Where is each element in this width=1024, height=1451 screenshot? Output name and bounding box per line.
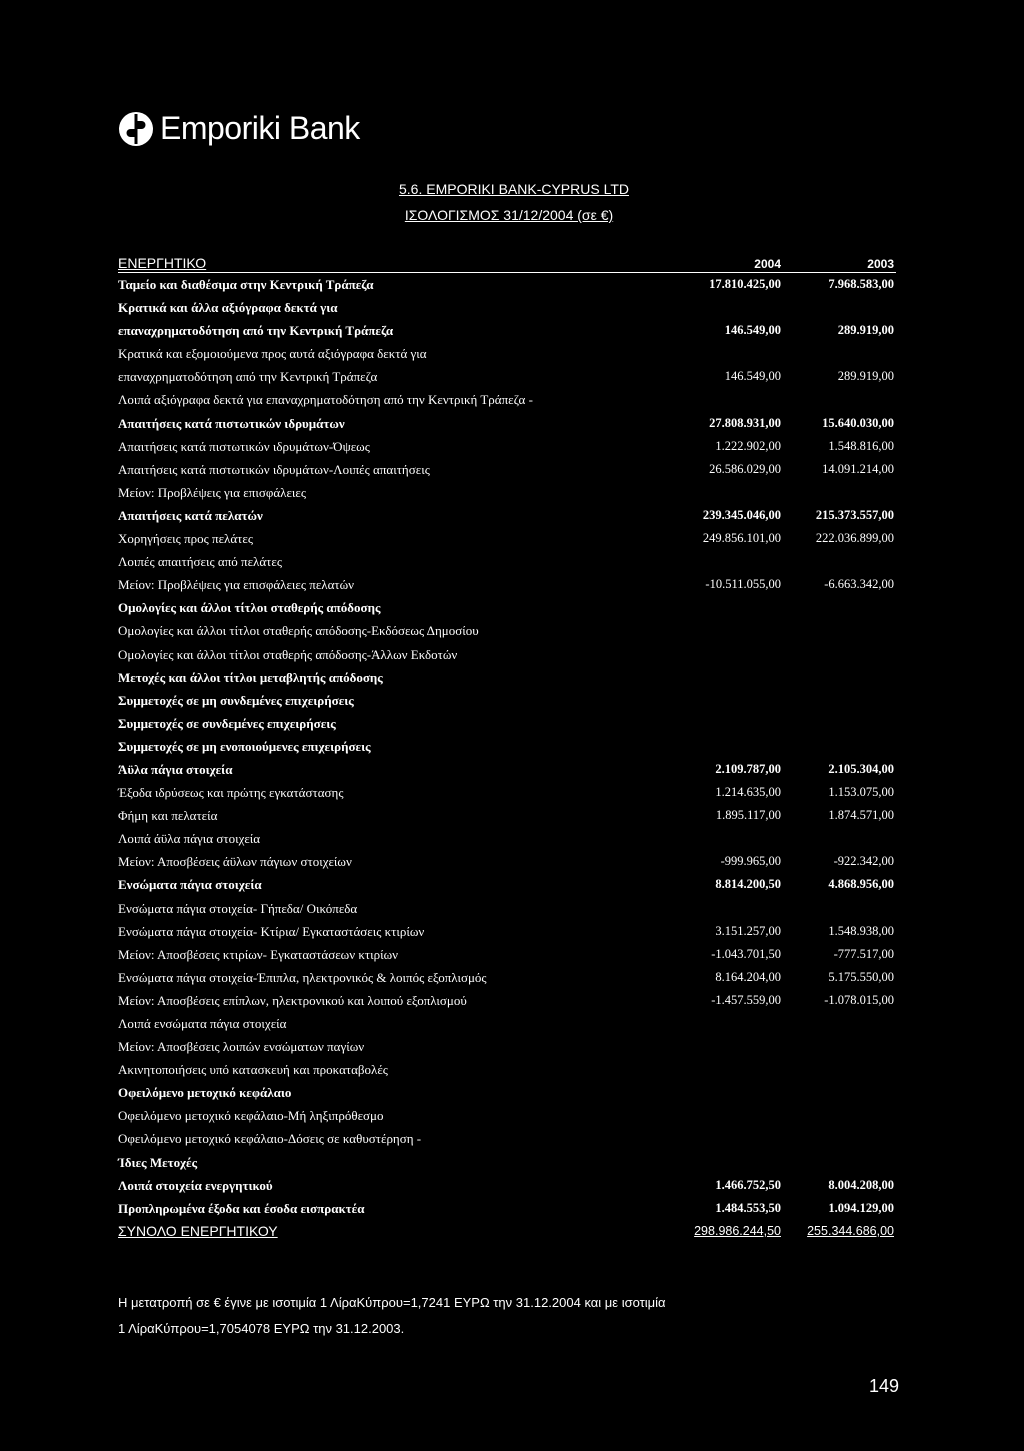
row-value-2003: 1.548.816,00 — [828, 438, 894, 453]
row-label: Μείον: Αποσβέσεις επίπλων, ηλεκτρονικού και λοιπού εξοπλισμού — [118, 992, 467, 1008]
table-row — [118, 1058, 896, 1081]
table-row — [118, 943, 896, 966]
page-number: 149 — [869, 1376, 900, 1396]
table-row — [118, 873, 896, 896]
table-header — [118, 250, 896, 273]
row-value-2003: 1.548.938,00 — [828, 923, 894, 938]
table-row — [118, 781, 896, 804]
row-label: Χορηγήσεις προς πελάτες — [118, 531, 253, 547]
table-row — [118, 458, 896, 481]
row-value-2003: -922.342,00 — [833, 854, 894, 869]
table-row — [118, 758, 896, 781]
row-value-2004: 8.814.200,50 — [715, 877, 781, 892]
row-label: Μείον: Αποσβέσεις κτιρίων- Εγκαταστάσεων κτιρίων — [118, 946, 399, 962]
row-value-2003: 2.105.304,00 — [828, 761, 894, 776]
table-row — [118, 435, 896, 458]
table-row — [118, 1127, 896, 1150]
row-label: επαναχρηματοδότηση από την Κεντρική Τράπεζα — [118, 323, 394, 339]
row-value-2003: 289.919,00 — [837, 323, 894, 338]
row-label: Συμμετοχές σε συνδεμένες επιχειρήσεις — [118, 715, 336, 731]
row-value-2004: -10.511.055,00 — [705, 577, 781, 592]
note-line-2: 1 ΛίραΚύπρου=1,7054078 ΕΥΡΩ την 31.12.2003. — [118, 1321, 405, 1336]
table-row — [118, 481, 896, 504]
row-value-2004: 26.586.029,00 — [709, 461, 781, 476]
row-value-2004: 27.808.931,00 — [709, 415, 781, 430]
table-row — [118, 596, 896, 619]
row-label: Λοιπά ενσώματα πάγια στοιχεία — [118, 1016, 287, 1031]
row-label: Φήμη και πελατεία — [118, 808, 218, 824]
table-row — [118, 827, 896, 850]
table-row — [118, 966, 896, 989]
row-value-2004: 17.810.425,00 — [709, 277, 781, 291]
row-value-2003: 289.919,00 — [837, 369, 894, 384]
table-row — [118, 920, 896, 943]
document-title: 5.6. EMPORIKI BANK-CYPRUS LTD — [398, 181, 629, 197]
row-label: Ενσώματα πάγια στοιχεία- Γήπεδα/ Οικόπεδα — [118, 900, 358, 916]
table-row — [118, 296, 896, 319]
table-row — [118, 527, 896, 550]
row-label: Απαιτήσεις κατά πιστωτικών ιδρυμάτων-Όψεως — [118, 438, 370, 454]
row-value-2003: -6.663.342,00 — [824, 577, 894, 592]
table-row — [118, 850, 896, 873]
table-row — [118, 619, 896, 642]
note-line-1: Η μετατροπή σε € έγινε με ισοτιμία 1 ΛίραΚύπρου=1,7241 ΕΥΡΩ την 31.12.2004 και με ισοτιμία — [118, 1295, 666, 1310]
row-value-2004: 1.895.117,00 — [715, 808, 781, 823]
table-row — [118, 1104, 896, 1127]
table-row — [118, 388, 896, 411]
row-value-2003: 222.036.899,00 — [815, 531, 894, 546]
table-row — [118, 273, 896, 296]
row-value-2003: 7.968.583,00 — [828, 277, 894, 291]
row-value-2003: 8.004.208,00 — [828, 1177, 894, 1192]
row-label: Λοιπά στοιχεία ενεργητικού — [118, 1177, 273, 1193]
section-heading: ΕΝΕΡΓΗΤΙΚΟ — [118, 255, 207, 271]
row-label: Ομολογίες και άλλοι τίτλοι σταθερής απόδοσης-Εκδόσεως Δημοσίου — [118, 623, 479, 639]
row-value-2004: 146.549,00 — [724, 323, 781, 338]
document-subtitle: ΙΣΟΛΟΓΙΣΜΟΣ 31/12/2004 (σε €) — [404, 207, 614, 223]
row-value-2003: 14.091.214,00 — [822, 461, 894, 476]
row-value-2004: 239.345.046,00 — [702, 507, 781, 522]
column-header-2004: 2004 — [754, 257, 781, 271]
row-label: Ομολογίες και άλλοι τίτλοι σταθερής απόδοσης — [118, 600, 381, 616]
row-value-2004: -1.043.701,50 — [711, 946, 781, 961]
row-label: Απαιτήσεις κατά πιστωτικών ιδρυμάτων-Λοιπές απαιτήσεις — [118, 461, 430, 477]
row-label: Ταμείο και διαθέσιμα στην Κεντρική Τράπεζα — [118, 277, 374, 292]
row-label: Οφειλόμενο μετοχικό κεφάλαιο-Δόσεις σε καθυστέρηση - — [118, 1131, 422, 1147]
row-value-2003: 215.373.557,00 — [815, 507, 894, 522]
row-value-2004: 1.484.553,50 — [715, 1200, 781, 1215]
row-value-2004: 1.466.752,50 — [715, 1177, 781, 1192]
row-value-2004: 8.164.204,00 — [715, 969, 781, 984]
row-label: Ενσώματα πάγια στοιχεία- Κτίρια/ Εγκαταστάσεις κτιρίων — [118, 923, 425, 939]
row-label: Μείον: Προβλέψεις για επισφάλειες πελατών — [118, 577, 355, 593]
table-row — [118, 412, 896, 435]
row-value-2003: 1.874.571,00 — [828, 808, 894, 823]
row-label: Ίδιες Μετοχές — [118, 1154, 198, 1170]
row-label: Ομολογίες και άλλοι τίτλοι σταθερής απόδοσης-Άλλων Εκδοτών — [118, 646, 458, 662]
row-label: Ενσώματα πάγια στοιχεία — [118, 877, 262, 893]
row-value-2003: 5.175.550,00 — [828, 969, 894, 984]
row-label: Συμμετοχές σε μη ενοποιούμενες επιχειρήσεις — [118, 738, 371, 754]
table-row — [118, 897, 896, 920]
row-label: Συμμετοχές σε μη συνδεμένες επιχειρήσεις — [118, 692, 354, 708]
row-value-2003: 1.153.075,00 — [828, 785, 894, 800]
row-label: Μετοχές και άλλοι τίτλοι μεταβλητής απόδοσης — [118, 669, 383, 685]
row-value-2004: -999.965,00 — [720, 854, 781, 869]
row-value-2004: 1.214.635,00 — [715, 785, 781, 800]
table-row — [118, 550, 896, 573]
table-row — [118, 342, 896, 365]
row-value-2003: 1.094.129,00 — [828, 1200, 894, 1215]
table-row — [118, 643, 896, 666]
row-value-2003: -777.517,00 — [833, 946, 894, 961]
row-label: Κρατικά και άλλα αξιόγραφα δεκτά για — [118, 300, 338, 316]
table-row — [118, 1151, 896, 1174]
table-row — [118, 712, 896, 735]
table-row — [118, 365, 896, 388]
row-value-2004: 2.109.787,00 — [715, 761, 781, 776]
row-label: Απαιτήσεις κατά πελατών — [118, 507, 263, 523]
table-row — [118, 504, 896, 527]
table-row — [118, 319, 896, 342]
table-row — [118, 735, 896, 758]
row-label: Οφειλόμενο μετοχικό κεφάλαιο-Μή ληξιπρόθεσμο — [118, 1108, 384, 1124]
row-label: Ενσώματα πάγια στοιχεία-Έπιπλα, ηλεκτρονικός & λοιπός εξοπλισμός — [118, 969, 487, 985]
table-row — [118, 989, 896, 1012]
row-value-2003: 4.868.956,00 — [828, 877, 894, 892]
table-row — [118, 689, 896, 712]
row-label: Λοιπά αξιόγραφα δεκτά για επαναχρηματοδότηση από την Κεντρική Τράπεζα - — [118, 392, 533, 408]
row-value-2004: 146.549,00 — [724, 369, 781, 384]
row-value-2004: 3.151.257,00 — [715, 923, 781, 938]
total-value-2004: 298.986.244,50 — [694, 1223, 781, 1238]
row-label: Προπληρωμένα έξοδα και έσοδα εισπρακτέα — [118, 1200, 365, 1216]
balance-sheet-table — [118, 250, 896, 1243]
row-label: επαναχρηματοδότηση από την Κεντρική Τράπεζα — [118, 369, 378, 385]
row-label: Έξοδα ιδρύσεως και πρώτης εγκατάστασης — [118, 785, 344, 801]
row-label: Μείον: Αποσβέσεις λοιπών ενσώματων παγίων — [118, 1039, 365, 1055]
row-value-2003: 15.640.030,00 — [822, 415, 894, 430]
emporiki-logo-icon — [118, 111, 154, 147]
total-label: ΣΥΝΟΛΟ ΕΝΕΡΓΗΤΙΚΟΥ — [118, 1222, 278, 1239]
table-body — [118, 273, 896, 1220]
table-row — [118, 1012, 896, 1035]
table-row — [118, 1174, 896, 1197]
row-value-2004: 249.856.101,00 — [702, 531, 781, 546]
conversion-note — [118, 1290, 666, 1342]
table-row — [118, 1035, 896, 1058]
total-row — [118, 1220, 896, 1243]
logo-text: Emporiki Bank — [160, 110, 360, 146]
row-label: Μείον: Προβλέψεις για επισφάλειες — [118, 484, 307, 500]
row-label: Οφειλόμενο μετοχικό κεφάλαιο — [118, 1085, 292, 1101]
total-value-2003: 255.344.686,00 — [807, 1223, 894, 1238]
row-label: Απαιτήσεις κατά πιστωτικών ιδρυμάτων — [118, 415, 345, 431]
table-row — [118, 1197, 896, 1220]
table-row — [118, 666, 896, 689]
logo — [118, 110, 360, 147]
row-label: Λοιπά άϋλα πάγια στοιχεία — [118, 831, 261, 847]
row-label: Κρατικά και εξομοιούμενα προς αυτά αξιόγραφα δεκτά για — [118, 346, 427, 362]
table-row — [118, 573, 896, 596]
row-value-2003: -1.078.015,00 — [824, 992, 894, 1007]
row-label: Μείον: Αποσβέσεις άϋλων πάγιων στοιχείων — [118, 854, 352, 870]
row-label: Ακινητοποιήσεις υπό κατασκευή και προκαταβολές — [118, 1062, 388, 1078]
row-label: Άϋλα πάγια στοιχεία — [118, 761, 233, 777]
row-label: Λοιπές απαιτήσεις από πελάτες — [118, 554, 283, 570]
table-row — [118, 804, 896, 827]
row-value-2004: -1.457.559,00 — [711, 992, 781, 1007]
row-value-2004: 1.222.902,00 — [715, 438, 781, 453]
column-header-2003: 2003 — [867, 257, 894, 271]
table-row — [118, 1081, 896, 1104]
